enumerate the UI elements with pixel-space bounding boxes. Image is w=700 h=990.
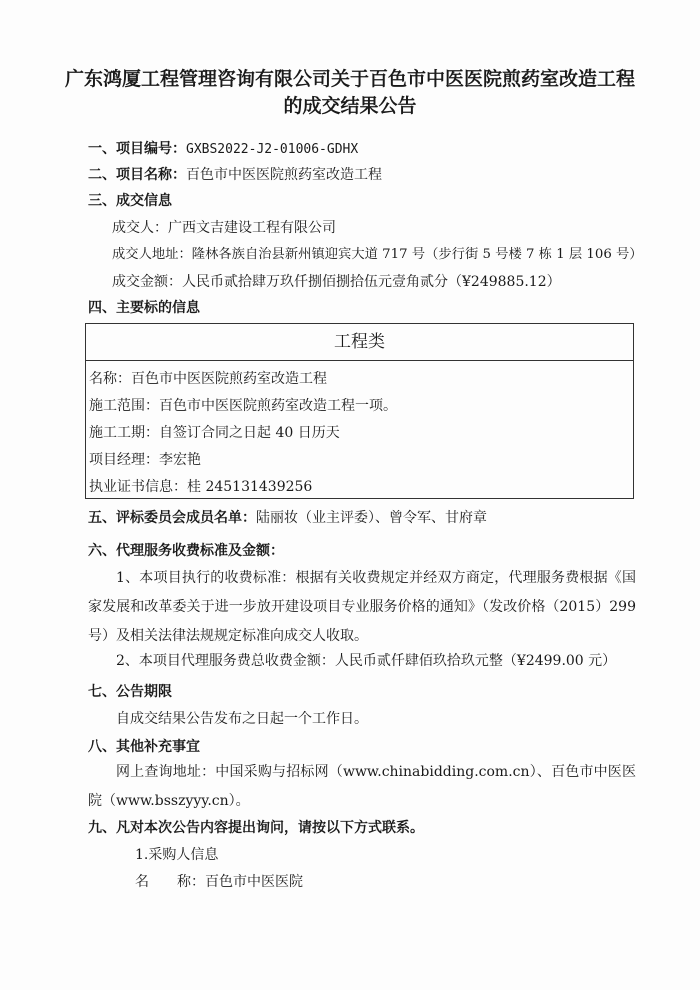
project-name <box>88 165 382 185</box>
purchaser-name-value: 百色市中医医院 <box>205 874 303 890</box>
section-heading-notice-period: 七、公告期限 <box>88 684 172 700</box>
committee-members-label: 五、评标委员会成员名单： <box>88 510 256 526</box>
table-row-manager: 项目经理：李宏艳 <box>89 452 201 468</box>
query-addresses: 网上查询地址：中国采购与招标网（www.chinabidding.com.cn）、百色市中医医院（www.bsszyyy.cn）。 <box>88 764 636 809</box>
deal-vendor: 成交人：广西文吉建设工程有限公司 <box>112 220 336 236</box>
committee-members <box>88 508 487 528</box>
table-row-period: 施工工期：自签订合同之日起 40 日历天 <box>89 425 340 441</box>
project-name-value: 百色市中医医院煎药室改造工程 <box>186 167 382 183</box>
table-header: 工程类 <box>86 324 633 361</box>
section-heading-other-matters: 八、其他补充事宜 <box>88 739 200 755</box>
project-number-value: GXBS2022-J2-01006-GDHX <box>186 142 359 157</box>
section-heading-service-fee: 六、代理服务收费标准及金额： <box>88 543 284 559</box>
section-heading-deal-info: 三、成交信息 <box>88 193 172 209</box>
purchaser-info-heading: 1.采购人信息 <box>135 847 219 863</box>
project-name-label: 二、项目名称： <box>88 167 186 183</box>
section-heading-contact: 九、凡对本次公告内容提出询问，请按以下方式联系。 <box>88 820 424 836</box>
section-heading-main-items: 四、主要标的信息 <box>88 300 200 316</box>
table-row-certificate: 执业证书信息：桂 245131439256 <box>89 479 313 495</box>
project-number-label: 一、项目编号： <box>88 141 186 157</box>
main-items-table <box>85 323 634 499</box>
deal-amount: 成交金额：人民币贰拾肆万玖仟捌佰捌拾伍元壹角贰分（¥249885.12） <box>112 274 561 290</box>
table-row-scope: 施工范围：百色市中医医院煎药室改造工程一项。 <box>89 398 397 414</box>
document-title-line-1: 广东鸿厦工程管理咨询有限公司关于百色市中医医院煎药室改造工程 <box>64 68 635 90</box>
service-fee-standard: 1、本项目执行的收费标准：根据有关收费规定并经双方商定，代理服务费根据《国家发展和改革委关于进一步放开建设项目专业服务价格的通知》（发改价格（2015）299 号）及相关法律法规规定标准向成交人收取。 <box>88 570 636 644</box>
notice-period-text: 自成交结果公告发布之日起一个工作日。 <box>116 711 368 727</box>
document-title-line-2: 的成交结果公告 <box>283 95 417 117</box>
deal-vendor-address: 成交人地址：隆林各族自治县新州镇迎宾大道 717 号（步行街 5 号楼 7 栋 1 层 106 号） <box>112 247 643 262</box>
committee-members-value: 陆丽妆（业主评委）、曾令军、甘府章 <box>256 510 487 526</box>
purchaser-name-label: 名 称： <box>135 874 205 890</box>
purchaser-name <box>135 872 303 892</box>
project-number <box>88 139 358 160</box>
service-fee-amount: 2、本项目代理服务费总收费金额：人民币贰仟肆佰玖拾玖元整（¥2499.00 元） <box>116 653 617 669</box>
table-row-name: 名称：百色市中医医院煎药室改造工程 <box>89 371 327 387</box>
